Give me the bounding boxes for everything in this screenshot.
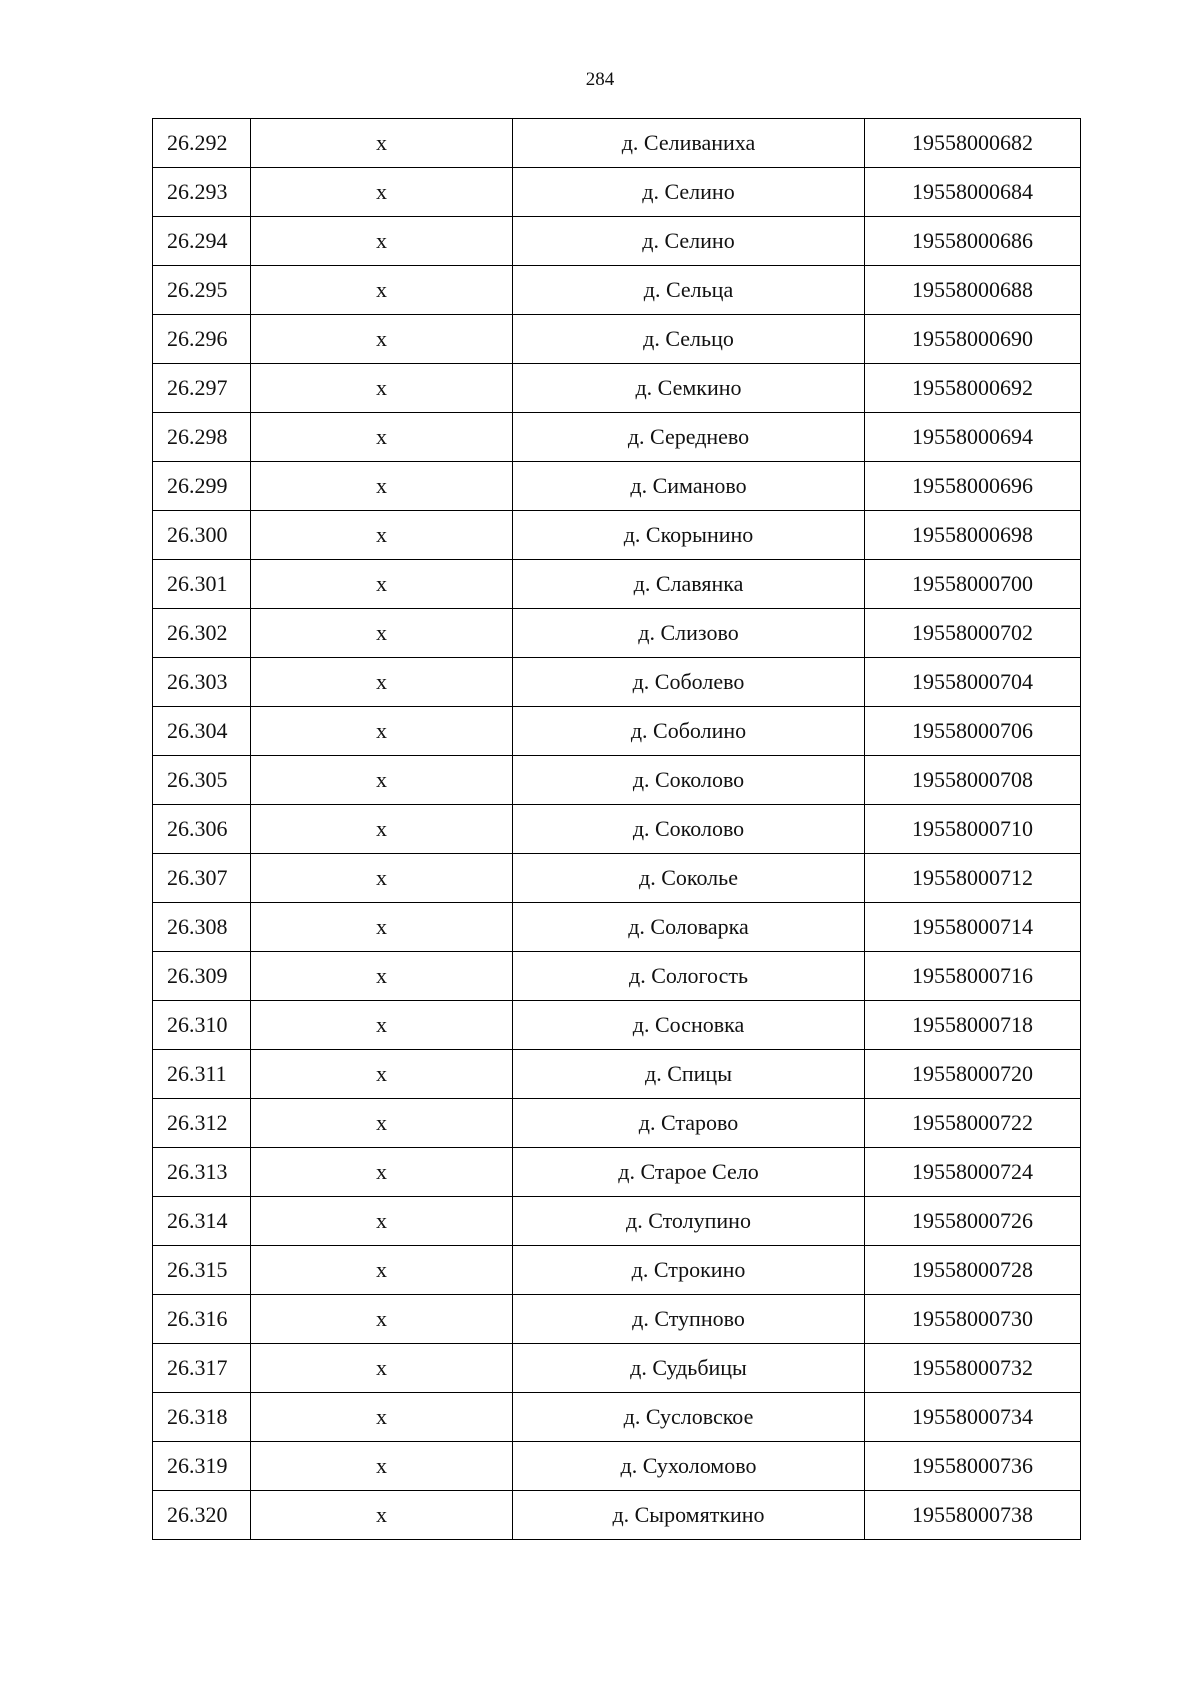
row-number-cell: 26.315: [153, 1246, 251, 1295]
settlement-name-cell: д. Селино: [513, 168, 865, 217]
x-cell: х: [251, 1344, 513, 1393]
code-cell: 19558000722: [865, 1099, 1081, 1148]
table-row: [153, 1442, 1081, 1491]
code-cell: 19558000706: [865, 707, 1081, 756]
x-cell: х: [251, 609, 513, 658]
table-row: [153, 1050, 1081, 1099]
settlement-name-cell: д. Столупино: [513, 1197, 865, 1246]
row-number-cell: 26.318: [153, 1393, 251, 1442]
code-cell: 19558000738: [865, 1491, 1081, 1540]
settlement-name-cell: д. Спицы: [513, 1050, 865, 1099]
table-row: [153, 854, 1081, 903]
settlement-name-cell: д. Соловарка: [513, 903, 865, 952]
code-cell: 19558000688: [865, 266, 1081, 315]
code-cell: 19558000734: [865, 1393, 1081, 1442]
code-cell: 19558000728: [865, 1246, 1081, 1295]
table-row: [153, 1295, 1081, 1344]
x-cell: х: [251, 854, 513, 903]
x-cell: х: [251, 1442, 513, 1491]
x-cell: х: [251, 1491, 513, 1540]
x-cell: х: [251, 1295, 513, 1344]
x-cell: х: [251, 707, 513, 756]
table-body: [153, 119, 1081, 1540]
x-cell: х: [251, 903, 513, 952]
row-number-cell: 26.303: [153, 658, 251, 707]
settlement-name-cell: д. Скорынино: [513, 511, 865, 560]
code-cell: 19558000726: [865, 1197, 1081, 1246]
settlement-name-cell: д. Соколье: [513, 854, 865, 903]
row-number-cell: 26.302: [153, 609, 251, 658]
code-cell: 19558000684: [865, 168, 1081, 217]
code-cell: 19558000698: [865, 511, 1081, 560]
table-row: [153, 119, 1081, 168]
table-row: [153, 1246, 1081, 1295]
table-row: [153, 266, 1081, 315]
row-number-cell: 26.307: [153, 854, 251, 903]
table-row: [153, 756, 1081, 805]
code-cell: 19558000714: [865, 903, 1081, 952]
table-row: [153, 658, 1081, 707]
x-cell: х: [251, 119, 513, 168]
code-cell: 19558000716: [865, 952, 1081, 1001]
x-cell: х: [251, 511, 513, 560]
code-cell: 19558000692: [865, 364, 1081, 413]
table-row: [153, 805, 1081, 854]
x-cell: х: [251, 658, 513, 707]
settlement-name-cell: д. Славянка: [513, 560, 865, 609]
row-number-cell: 26.309: [153, 952, 251, 1001]
table-row: [153, 560, 1081, 609]
row-number-cell: 26.295: [153, 266, 251, 315]
code-cell: 19558000724: [865, 1148, 1081, 1197]
x-cell: х: [251, 1001, 513, 1050]
table-row: [153, 1001, 1081, 1050]
settlements-table: [152, 118, 1081, 1540]
row-number-cell: 26.297: [153, 364, 251, 413]
settlement-name-cell: д. Соколово: [513, 756, 865, 805]
x-cell: х: [251, 805, 513, 854]
table-row: [153, 1393, 1081, 1442]
x-cell: х: [251, 560, 513, 609]
row-number-cell: 26.319: [153, 1442, 251, 1491]
row-number-cell: 26.292: [153, 119, 251, 168]
row-number-cell: 26.304: [153, 707, 251, 756]
settlement-name-cell: д. Сыромяткино: [513, 1491, 865, 1540]
table-row: [153, 952, 1081, 1001]
table-row: [153, 1344, 1081, 1393]
table-row: [153, 1491, 1081, 1540]
settlement-name-cell: д. Сельцо: [513, 315, 865, 364]
x-cell: х: [251, 1050, 513, 1099]
code-cell: 19558000736: [865, 1442, 1081, 1491]
settlement-name-cell: д. Ступново: [513, 1295, 865, 1344]
row-number-cell: 26.320: [153, 1491, 251, 1540]
settlement-name-cell: д. Сухоломово: [513, 1442, 865, 1491]
code-cell: 19558000686: [865, 217, 1081, 266]
settlement-name-cell: д. Семкино: [513, 364, 865, 413]
code-cell: 19558000712: [865, 854, 1081, 903]
table-row: [153, 462, 1081, 511]
row-number-cell: 26.296: [153, 315, 251, 364]
row-number-cell: 26.311: [153, 1050, 251, 1099]
x-cell: х: [251, 315, 513, 364]
settlement-name-cell: д. Соколово: [513, 805, 865, 854]
table-row: [153, 903, 1081, 952]
table-row: [153, 1197, 1081, 1246]
x-cell: х: [251, 217, 513, 266]
row-number-cell: 26.312: [153, 1099, 251, 1148]
x-cell: х: [251, 952, 513, 1001]
x-cell: х: [251, 413, 513, 462]
settlement-name-cell: д. Сусловское: [513, 1393, 865, 1442]
row-number-cell: 26.308: [153, 903, 251, 952]
row-number-cell: 26.300: [153, 511, 251, 560]
table-row: [153, 217, 1081, 266]
settlement-name-cell: д. Сосновка: [513, 1001, 865, 1050]
code-cell: 19558000704: [865, 658, 1081, 707]
settlement-name-cell: д. Соболево: [513, 658, 865, 707]
code-cell: 19558000702: [865, 609, 1081, 658]
row-number-cell: 26.314: [153, 1197, 251, 1246]
table-row: [153, 1148, 1081, 1197]
x-cell: х: [251, 1197, 513, 1246]
x-cell: х: [251, 1148, 513, 1197]
code-cell: 19558000682: [865, 119, 1081, 168]
settlement-name-cell: д. Слизово: [513, 609, 865, 658]
page-number: 284: [585, 69, 615, 90]
x-cell: х: [251, 1246, 513, 1295]
x-cell: х: [251, 168, 513, 217]
settlement-name-cell: д. Старое Село: [513, 1148, 865, 1197]
row-number-cell: 26.317: [153, 1344, 251, 1393]
settlement-name-cell: д. Судьбицы: [513, 1344, 865, 1393]
x-cell: х: [251, 1099, 513, 1148]
settlement-name-cell: д. Селиваниха: [513, 119, 865, 168]
table-row: [153, 609, 1081, 658]
row-number-cell: 26.301: [153, 560, 251, 609]
x-cell: х: [251, 364, 513, 413]
table-row: [153, 707, 1081, 756]
row-number-cell: 26.298: [153, 413, 251, 462]
settlement-name-cell: д. Симаново: [513, 462, 865, 511]
code-cell: 19558000708: [865, 756, 1081, 805]
row-number-cell: 26.293: [153, 168, 251, 217]
row-number-cell: 26.313: [153, 1148, 251, 1197]
code-cell: 19558000718: [865, 1001, 1081, 1050]
code-cell: 19558000720: [865, 1050, 1081, 1099]
settlement-name-cell: д. Соболино: [513, 707, 865, 756]
table-row: [153, 511, 1081, 560]
row-number-cell: 26.294: [153, 217, 251, 266]
table-row: [153, 364, 1081, 413]
table-row: [153, 413, 1081, 462]
row-number-cell: 26.310: [153, 1001, 251, 1050]
code-cell: 19558000700: [865, 560, 1081, 609]
row-number-cell: 26.299: [153, 462, 251, 511]
settlement-name-cell: д. Старово: [513, 1099, 865, 1148]
table-row: [153, 1099, 1081, 1148]
settlement-name-cell: д. Строкино: [513, 1246, 865, 1295]
table-row: [153, 168, 1081, 217]
settlement-name-cell: д. Сологость: [513, 952, 865, 1001]
code-cell: 19558000694: [865, 413, 1081, 462]
code-cell: 19558000710: [865, 805, 1081, 854]
row-number-cell: 26.305: [153, 756, 251, 805]
code-cell: 19558000730: [865, 1295, 1081, 1344]
code-cell: 19558000696: [865, 462, 1081, 511]
settlement-name-cell: д. Селино: [513, 217, 865, 266]
x-cell: х: [251, 266, 513, 315]
row-number-cell: 26.316: [153, 1295, 251, 1344]
x-cell: х: [251, 756, 513, 805]
x-cell: х: [251, 1393, 513, 1442]
x-cell: х: [251, 462, 513, 511]
row-number-cell: 26.306: [153, 805, 251, 854]
settlement-name-cell: д. Середнево: [513, 413, 865, 462]
code-cell: 19558000732: [865, 1344, 1081, 1393]
settlement-name-cell: д. Сельца: [513, 266, 865, 315]
table-row: [153, 315, 1081, 364]
code-cell: 19558000690: [865, 315, 1081, 364]
